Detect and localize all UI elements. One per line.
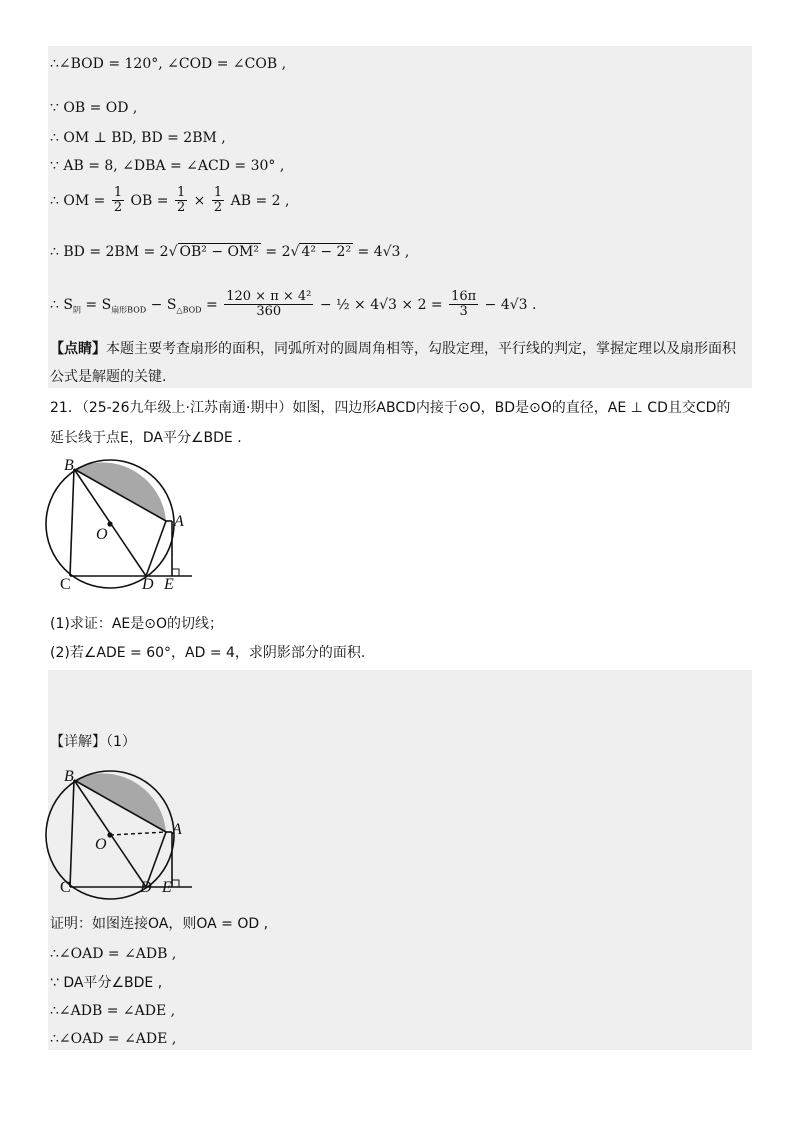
dianjing-tag: 【点睛】 [50, 341, 106, 357]
proof-line-3: ∵ DA平分∠BDE , [50, 975, 163, 991]
label-D: D [140, 879, 152, 896]
solution-line-6: ∴ BD = 2BM = 2√ OB² − OM² = 2√ 4² − 2² = 4√3 , [50, 244, 410, 260]
dianjing-line-1: 【点睛】本题主要考查扇形的面积，同弧所对的圆周角相等，勾股定理，平行线的判定，掌握定理以及扇形面积 [50, 341, 736, 357]
label-O: O [96, 526, 108, 543]
fraction-sector: $\frac{\text{120 × π × 4²}}{360}$ [226, 289, 312, 320]
solution-line-7: ∴ $S_阴 = S_{扇形BOD} - S_{\triangle BOD}$ = $\frac{\text{120 × π × 4²}}{360}$ − ½ × 4√3 × 2 = $\frac{16\pi}{3}$ − 4√3 . [50, 289, 537, 320]
detail-tag: 【详解】（1） [50, 734, 136, 750]
label-B: B [64, 768, 74, 785]
solution-block-top-bg [48, 46, 752, 388]
solution-line-5: ∴ OM = $\frac{1}{2}$ OB = $\frac{1}{2}$ × $\frac{1}{2}$ AB = 2 , [50, 185, 290, 216]
label-E: E [164, 576, 174, 593]
solution-line-4: ∵ AB = 8, ∠DBA = ∠ACD = 30° , [50, 158, 285, 174]
question-2: (2)若∠ADE = 60°，AD = 4，求阴影部分的面积. [50, 645, 366, 661]
label-C: C [60, 879, 71, 896]
question-1: (1)求证：AE是⊙O的切线； [50, 616, 224, 632]
label-B: B [64, 457, 74, 474]
solution-line-1: ∴∠BOD = 120°, ∠COD = ∠COB , [50, 56, 287, 72]
fraction-half: $\frac{1}{2}$ [113, 185, 123, 216]
label-A: A [174, 513, 184, 530]
fraction-result: $\frac{16\pi}{3}$ [451, 289, 477, 320]
fraction-half: $\frac{1}{2}$ [176, 185, 186, 216]
dianjing-line-2: 公式是解题的关键. [50, 369, 167, 385]
solution-line-3: ∴ OM ⊥ BD, BD = 2BM , [50, 130, 226, 146]
problem21-line-2: 延长线于点E，DA平分∠BDE . [50, 430, 242, 446]
label-D: D [142, 576, 154, 593]
label-A: A [172, 821, 182, 838]
solution-line-2: ∵ OB = OD , [50, 100, 138, 116]
proof-line-5: ∴∠OAD = ∠ADE , [50, 1031, 177, 1047]
label-C: C [60, 576, 71, 593]
proof-line-1: 证明：如图连接OA，则OA = OD , [50, 916, 269, 932]
proof-line-4: ∴∠ADB = ∠ADE , [50, 1003, 176, 1019]
fraction-half: $\frac{1}{2}$ [213, 185, 223, 216]
label-E: E [162, 879, 172, 896]
proof-line-2: ∴∠OAD = ∠ADB , [50, 946, 177, 962]
problem21-line-1: 21．（25-26九年级上·江苏南通·期中）如图，四边形ABCD内接于⊙O，BD是⊙O的直径，AE ⊥ CD且交CD的 [50, 400, 731, 416]
label-O: O [95, 836, 107, 853]
